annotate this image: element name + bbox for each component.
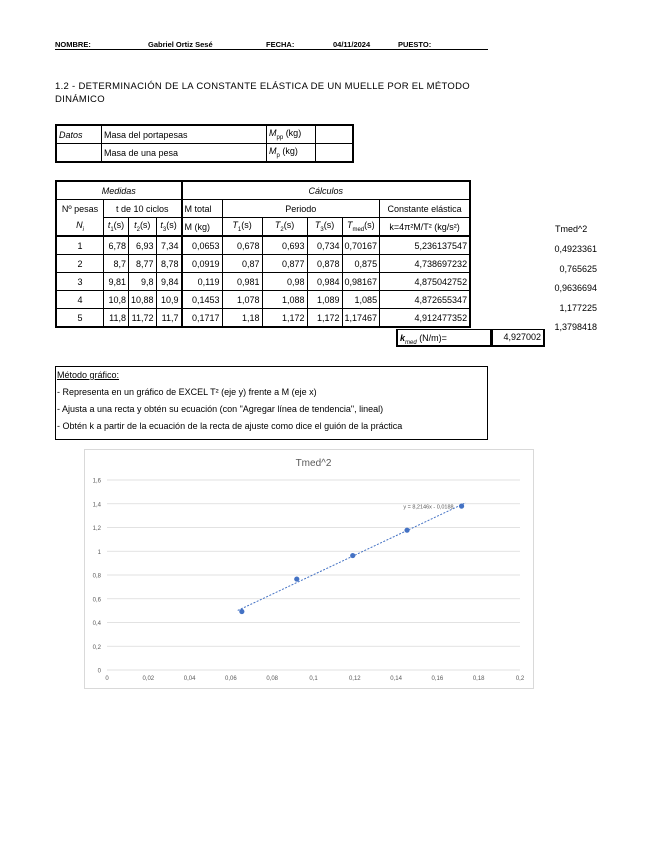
y-tick-label: 1,6 [92,478,101,485]
cell-T3: 0,878 [307,255,342,273]
table-row [56,236,470,255]
chart-container[interactable] [84,449,534,689]
y-tick-label: 0 [97,668,101,675]
puesto-label: PUESTO: [398,40,432,49]
data-point [239,609,244,614]
metodo-box [55,366,488,440]
nombre-value: Gabriel Ortiz Sesé [148,40,213,49]
cell-n: 2 [56,255,104,273]
datos-label: Datos [56,125,102,144]
T2-header: $T_2(s)$ [262,218,307,237]
cell-t2: 10,88 [129,291,157,309]
cell-t3: 11,7 [156,309,182,328]
data-point [294,576,299,581]
metodo-line-2: - Ajusta a una recta y obtén su ecuación (con "Agregar línea de tendencia", lineal) [57,404,384,414]
cell-n: 5 [56,309,104,328]
table-row [56,309,470,328]
cell-k: 4,875042752 [380,273,471,291]
kmed-label: $k_{med}$ (N/m)= [396,329,491,347]
cell-t1: 8,7 [104,255,129,273]
tmed2-value: 0,765625 [559,263,597,274]
cell-t1: 6,78 [104,236,129,255]
cell-t2: 11,72 [129,309,157,328]
mtotal-header: M total [182,200,223,218]
cell-m: 0,0919 [182,255,223,273]
cell-Tmed: 0,70167 [342,236,380,255]
data-point [404,528,409,533]
cell-k: 5,236137547 [380,236,471,255]
tmed2-header: Tmed^2 [555,224,588,234]
cell-m: 0,0653 [182,236,223,255]
cell-t2: 9,8 [129,273,157,291]
cell-k: 4,872655347 [380,291,471,309]
cell-T2: 0,877 [262,255,307,273]
cell-T3: 1,089 [307,291,342,309]
cell-T2: 0,693 [262,236,307,255]
nombre-label: NOMBRE: [55,40,91,49]
cell-T1: 0,981 [222,273,262,291]
y-tick-label: 1,2 [92,526,101,532]
data-point [350,553,355,558]
datos-table [55,124,354,163]
calculos-header: Cálculos [182,181,471,200]
cell-t3: 10,9 [156,291,182,309]
cell-T2: 1,172 [262,309,307,328]
cell-Tmed: 1,085 [342,291,380,309]
cell-m: 0,119 [182,273,223,291]
y-tick-label: 0,8 [92,573,101,580]
cell-T3: 0,984 [307,273,342,291]
t1-header: $t_1(s)$ [104,218,129,237]
metodo-title: Método gráfico: [57,370,120,380]
trendline-label: y = 8,2146x - 0,0188 [403,504,454,511]
fecha-label: FECHA: [266,40,295,49]
x-tick-label: 0,2 [515,676,525,682]
x-tick-label: 0,08 [266,676,279,682]
metodo-line-1: - Representa en un gráfico de EXCEL T² (eje y) frente a M (eje x) [57,387,317,397]
x-tick-label: 0,18 [472,676,485,682]
constante-header: Constante elástica [380,200,471,218]
x-tick-label: 0,06 [225,676,237,682]
tmed2-value: 1,3798418 [554,322,597,332]
measurements-table [55,180,471,328]
datos-desc-1: Masa del portapesas [102,125,267,144]
chart-title: Tmed^2 [295,458,332,469]
cell-t2: 8,77 [129,255,157,273]
cell-t3: 9,84 [156,273,182,291]
medidas-header: Medidas [56,181,182,200]
y-tick-label: 1 [97,549,101,556]
cell-m: 0,1717 [182,309,223,328]
section-title: 1.2 - DETERMINACIÓN DE LA CONSTANTE ELÁSTICA DE UN MUELLE POR EL MÉTODO DINÁMICO [55,81,470,105]
cell-n: 1 [56,236,104,255]
m-header: M (kg) [182,218,223,237]
x-tick-label: 0,02 [142,676,155,682]
cell-T2: 1,088 [262,291,307,309]
t10-header: t de 10 ciclos [104,200,182,218]
table-row [56,273,470,291]
cell-T3: 0,734 [307,236,342,255]
kmed-value: 4,927002 [491,329,545,347]
data-point [459,504,464,509]
cell-T1: 1,078 [222,291,262,309]
cell-n: 4 [56,291,104,309]
cell-T1: 1,18 [222,309,262,328]
cell-T1: 0,678 [222,236,262,255]
cell-k: 4,912477352 [380,309,471,328]
x-tick-label: 0 [105,676,109,682]
datos-desc-2: Masa de una pesa [102,144,267,163]
x-tick-label: 0,04 [183,676,196,682]
x-tick-label: 0,1 [309,676,318,682]
datos-value-2[interactable] [316,144,354,163]
y-tick-label: 0,4 [92,621,101,627]
cell-t1: 11,8 [104,309,129,328]
y-tick-label: 1,4 [92,502,101,509]
cell-Tmed: 0,875 [342,255,380,273]
npesas-header: Nº pesas [56,200,104,218]
cell-t1: 9,81 [104,273,129,291]
x-tick-label: 0,16 [431,676,444,682]
cell-n: 3 [56,273,104,291]
tmed2-value: 1,177225 [559,302,597,313]
cell-T2: 0,98 [262,273,307,291]
datos-value-1[interactable] [316,125,354,144]
scatter-chart [85,450,533,688]
tmed2-value: 0,9636694 [554,283,597,293]
x-tick-label: 0,12 [348,676,361,682]
k-formula-header: k=4π²M/T² (kg/s²) [380,218,471,237]
cell-t3: 8,78 [156,255,182,273]
t2-header: $t_2(s)$ [129,218,157,237]
cell-t1: 10,8 [104,291,129,309]
datos-sym-1: $M_{pp}$ (kg) [267,125,316,144]
cell-T1: 0,87 [222,255,262,273]
x-tick-label: 0,14 [390,676,402,682]
fecha-value: 04/11/2024 [333,40,371,49]
cell-Tmed: 0,98167 [342,273,380,291]
y-tick-label: 0,6 [92,597,101,604]
cell-Tmed: 1,17467 [342,309,380,328]
ni-header: $N_i$ [56,218,104,237]
periodo-header: Periodo [222,200,380,218]
t3-header: $t_3(s)$ [156,218,182,237]
datos-sym-2: $M_p$ (kg) [267,144,316,163]
y-tick-label: 0,2 [92,644,101,651]
tmed2-value: 0,4923361 [554,244,597,254]
cell-k: 4,738697232 [380,255,471,273]
cell-m: 0,1453 [182,291,223,309]
header-underline [55,49,488,50]
metodo-line-3: - Obtén k a partir de la ecuación de la recta de ajuste como dice el guión de la práctica [57,421,403,431]
table-row [56,255,470,273]
table-row [56,291,470,309]
cell-t3: 7,34 [156,236,182,255]
T1-header: $T_1(s)$ [222,218,262,237]
datos-label-blank [56,144,102,163]
cell-T3: 1,172 [307,309,342,328]
cell-t2: 6,93 [129,236,157,255]
T3-header: $T_3(s)$ [307,218,342,237]
Tmed-header: $T_{med}(s)$ [342,218,380,237]
